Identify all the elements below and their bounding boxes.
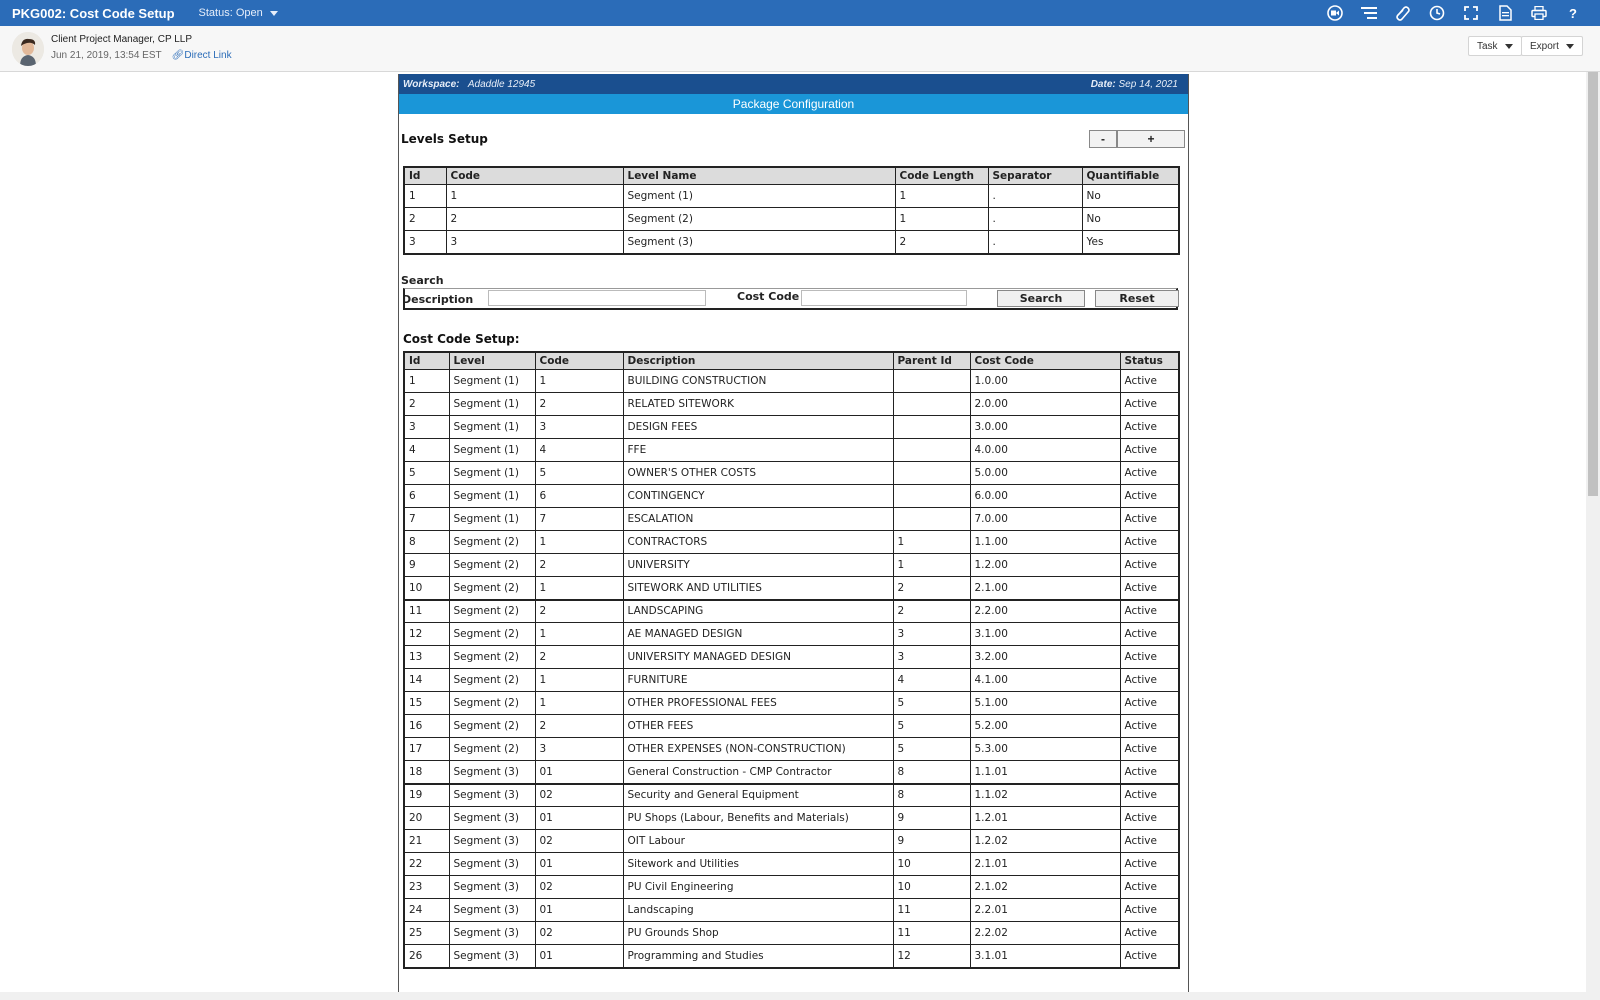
task-button[interactable]	[1468, 36, 1522, 56]
table-cell: 2.2.00	[970, 600, 1120, 623]
table-cell: 02	[535, 922, 623, 945]
table-cell: 17	[404, 738, 449, 761]
table-row[interactable]	[404, 439, 1179, 462]
table-row[interactable]	[404, 853, 1179, 876]
table-cell: 8	[404, 531, 449, 554]
table-cell: 2	[535, 393, 623, 416]
table-cell: 10	[893, 853, 970, 876]
table-cell: Active	[1120, 899, 1179, 922]
table-row[interactable]	[404, 761, 1179, 784]
table-cell: CONTINGENCY	[623, 485, 893, 508]
table-cell: OWNER'S OTHER COSTS	[623, 462, 893, 485]
table-cell: 5	[893, 738, 970, 761]
table-cell: Active	[1120, 669, 1179, 692]
table-cell: 7.0.00	[970, 508, 1120, 531]
table-cell: General Construction - CMP Contractor	[623, 761, 893, 784]
table-cell	[893, 416, 970, 439]
table-cell: Segment (3)	[449, 830, 535, 853]
table-cell: UNIVERSITY	[623, 554, 893, 577]
table-cell: 1	[535, 370, 623, 393]
table-cell: Segment (1)	[449, 370, 535, 393]
table-row[interactable]	[404, 600, 1179, 623]
table-cell: Segment (1)	[449, 393, 535, 416]
table-cell: 4	[404, 439, 449, 462]
table-cell: 01	[535, 853, 623, 876]
table-cell: 3	[893, 646, 970, 669]
table-cell: 1.1.00	[970, 531, 1120, 554]
table-cell: 01	[535, 945, 623, 968]
table-row[interactable]	[404, 577, 1179, 600]
table-cell: BUILDING CONSTRUCTION	[623, 370, 893, 393]
table-cell: 1.2.01	[970, 807, 1120, 830]
table-cell: 14	[404, 669, 449, 692]
table-cell: Active	[1120, 462, 1179, 485]
table-cell: Active	[1120, 439, 1179, 462]
table-cell: Active	[1120, 370, 1179, 393]
table-cell: 3	[446, 231, 623, 254]
table-row[interactable]	[404, 830, 1179, 853]
table-cell: 2	[893, 600, 970, 623]
table-cell: OTHER PROFESSIONAL FEES	[623, 692, 893, 715]
search-button[interactable]: Search	[997, 290, 1085, 307]
table-cell: Active	[1120, 577, 1179, 600]
table-row[interactable]	[404, 692, 1179, 715]
table-row[interactable]	[404, 807, 1179, 830]
add-level-button[interactable]: +	[1117, 130, 1185, 148]
table-cell: Programming and Studies	[623, 945, 893, 968]
table-cell: 23	[404, 876, 449, 899]
record-info-bar	[0, 26, 1600, 72]
table-cell: 8	[893, 761, 970, 784]
table-row[interactable]	[404, 922, 1179, 945]
table-cell: 20	[404, 807, 449, 830]
direct-link-label: Direct Link	[184, 50, 232, 61]
table-cell: .	[988, 185, 1082, 208]
table-cell: 2.0.00	[970, 393, 1120, 416]
table-cell: Active	[1120, 761, 1179, 784]
table-cell: 7	[535, 508, 623, 531]
table-cell: 3	[535, 416, 623, 439]
table-cell: 2	[535, 715, 623, 738]
table-cell: 02	[535, 830, 623, 853]
help-icon[interactable]: ?	[1569, 5, 1577, 21]
export-label: Export	[1530, 40, 1559, 52]
table-cell: 02	[535, 784, 623, 807]
levels-column-header: Separator	[988, 167, 1082, 185]
table-cell: 2	[404, 208, 446, 231]
table-cell: No	[1082, 185, 1179, 208]
toolbar-icons	[1326, 0, 1582, 26]
table-cell: 10	[404, 577, 449, 600]
table-cell: Segment (3)	[449, 876, 535, 899]
table-cell: Security and General Equipment	[623, 784, 893, 807]
description-label: Description	[402, 293, 474, 306]
table-cell: 19	[404, 784, 449, 807]
scrollbar-thumb[interactable]	[1588, 72, 1598, 496]
cost-code-column-header: Cost Code	[970, 352, 1120, 370]
table-cell: 1.1.02	[970, 784, 1120, 807]
table-cell: FFE	[623, 439, 893, 462]
table-cell: 02	[535, 876, 623, 899]
expand-icon[interactable]	[1462, 4, 1480, 22]
status-label: Status: Open	[198, 7, 263, 19]
table-row[interactable]	[404, 646, 1179, 669]
table-cell: Segment (3)	[449, 761, 535, 784]
table-cell: Segment (3)	[449, 807, 535, 830]
table-cell: No	[1082, 208, 1179, 231]
table-row[interactable]	[404, 715, 1179, 738]
table-cell: 3.0.00	[970, 416, 1120, 439]
table-cell: Sitework and Utilities	[623, 853, 893, 876]
document-icon[interactable]	[1496, 4, 1514, 22]
table-cell: Active	[1120, 531, 1179, 554]
table-cell: 2	[404, 393, 449, 416]
levels-row[interactable]	[404, 231, 1179, 254]
table-cell: 2	[535, 554, 623, 577]
levels-column-header: Id	[404, 167, 446, 185]
table-cell: Active	[1120, 922, 1179, 945]
table-cell: PU Grounds Shop	[623, 922, 893, 945]
remove-level-button[interactable]: -	[1089, 130, 1117, 148]
table-cell: 1	[535, 623, 623, 646]
table-cell: 5.1.00	[970, 692, 1120, 715]
table-cell: Active	[1120, 876, 1179, 899]
horizontal-scrollbar[interactable]	[0, 992, 1600, 1000]
table-cell	[893, 485, 970, 508]
description-input[interactable]	[488, 290, 706, 306]
table-cell: 11	[893, 922, 970, 945]
table-cell: DESIGN FEES	[623, 416, 893, 439]
table-cell: 5.2.00	[970, 715, 1120, 738]
table-cell: Active	[1120, 807, 1179, 830]
reset-button[interactable]: Reset	[1095, 290, 1179, 307]
table-cell: 2	[446, 208, 623, 231]
table-cell: 3	[404, 231, 446, 254]
table-row[interactable]	[404, 370, 1179, 393]
table-cell: 2.2.01	[970, 899, 1120, 922]
table-cell: .	[988, 231, 1082, 254]
table-row[interactable]	[404, 393, 1179, 416]
table-cell: 1	[446, 185, 623, 208]
table-cell: 15	[404, 692, 449, 715]
levels-column-header: Code Length	[895, 167, 988, 185]
table-cell: 24	[404, 899, 449, 922]
table-cell: 1.2.00	[970, 554, 1120, 577]
table-cell: 1	[535, 669, 623, 692]
table-cell: OTHER FEES	[623, 715, 893, 738]
table-cell: 5	[893, 692, 970, 715]
table-cell: 6.0.00	[970, 485, 1120, 508]
table-cell: 13	[404, 646, 449, 669]
table-cell: Segment (3)	[449, 784, 535, 807]
link-icon: 🔗︎	[171, 50, 185, 61]
table-cell: 18	[404, 761, 449, 784]
table-cell: Segment (3)	[449, 899, 535, 922]
table-cell: 2.1.01	[970, 853, 1120, 876]
table-cell: 1.1.01	[970, 761, 1120, 784]
table-row[interactable]	[404, 508, 1179, 531]
table-cell: Segment (2)	[449, 577, 535, 600]
table-cell: 21	[404, 830, 449, 853]
table-cell: Segment (2)	[449, 669, 535, 692]
table-cell: 12	[404, 623, 449, 646]
table-cell: Segment (2)	[449, 600, 535, 623]
cost-code-label: Cost Code	[737, 290, 800, 303]
table-cell: 4.1.00	[970, 669, 1120, 692]
attachment-icon[interactable]	[1394, 4, 1412, 22]
status-dropdown[interactable]	[199, 7, 278, 19]
table-cell: 5	[893, 715, 970, 738]
table-cell: Segment (2)	[449, 646, 535, 669]
record-date: Jun 21, 2019, 13:54 EST	[51, 50, 162, 61]
table-row[interactable]	[404, 876, 1179, 899]
table-cell: 8	[893, 784, 970, 807]
table-cell: OTHER EXPENSES (NON-CONSTRUCTION)	[623, 738, 893, 761]
table-cell: Active	[1120, 945, 1179, 968]
table-cell	[893, 462, 970, 485]
avatar	[12, 32, 44, 66]
table-cell: Segment (2)	[449, 715, 535, 738]
table-cell: 5	[535, 462, 623, 485]
table-cell: 6	[535, 485, 623, 508]
table-cell: Segment (1)	[449, 416, 535, 439]
table-cell: 1	[893, 531, 970, 554]
table-cell: ESCALATION	[623, 508, 893, 531]
table-cell: .	[988, 208, 1082, 231]
task-label: Task	[1477, 40, 1498, 52]
table-cell: Segment (3)	[449, 853, 535, 876]
list-icon[interactable]	[1360, 4, 1378, 22]
table-cell: OIT Labour	[623, 830, 893, 853]
table-cell: AE MANAGED DESIGN	[623, 623, 893, 646]
table-cell: 3	[893, 623, 970, 646]
table-row[interactable]	[404, 945, 1179, 968]
levels-row[interactable]	[404, 208, 1179, 231]
table-cell: 2	[895, 231, 988, 254]
table-cell: 3.1.00	[970, 623, 1120, 646]
table-cell: Segment (3)	[449, 922, 535, 945]
cost-code-input[interactable]	[801, 290, 967, 306]
levels-column-header: Code	[446, 167, 623, 185]
clock-icon[interactable]	[1428, 4, 1446, 22]
levels-column-header: Quantifiable	[1082, 167, 1179, 185]
direct-link[interactable]	[172, 50, 232, 61]
table-cell: Active	[1120, 485, 1179, 508]
table-cell: 3	[535, 738, 623, 761]
table-cell: UNIVERSITY MANAGED DESIGN	[623, 646, 893, 669]
report-header	[399, 74, 1188, 94]
date-value: Sep 14, 2021	[1118, 78, 1178, 90]
table-cell: 2	[535, 600, 623, 623]
table-cell: Segment (2)	[449, 738, 535, 761]
print-icon[interactable]	[1530, 4, 1548, 22]
table-cell: 1	[535, 531, 623, 554]
video-icon[interactable]	[1326, 4, 1344, 22]
table-cell: 1.2.02	[970, 830, 1120, 853]
table-cell: 2.1.02	[970, 876, 1120, 899]
table-cell: 01	[535, 899, 623, 922]
cost-code-table	[403, 351, 1180, 969]
table-cell: PU Shops (Labour, Benefits and Materials)	[623, 807, 893, 830]
cost-code-setup-title: Cost Code Setup:	[403, 332, 520, 346]
table-cell: RELATED SITEWORK	[623, 393, 893, 416]
table-cell: 2.1.00	[970, 577, 1120, 600]
table-cell: 11	[404, 600, 449, 623]
table-cell: Active	[1120, 784, 1179, 807]
table-cell: 9	[893, 830, 970, 853]
chevron-down-icon	[270, 11, 278, 16]
table-cell: 6	[404, 485, 449, 508]
table-row[interactable]	[404, 623, 1179, 646]
user-name: Client Project Manager, CP LLP	[51, 34, 193, 45]
table-cell: Segment (3)	[623, 231, 895, 254]
report-document	[398, 74, 1189, 992]
search-title: Search	[401, 274, 444, 287]
table-cell: Active	[1120, 853, 1179, 876]
table-row[interactable]	[404, 462, 1179, 485]
table-cell: 4	[893, 669, 970, 692]
levels-table	[403, 166, 1180, 255]
page-title: PKG002: Cost Code Setup	[12, 5, 175, 21]
cost-code-column-header: Parent Id	[893, 352, 970, 370]
table-cell: 4	[535, 439, 623, 462]
table-cell: Landscaping	[623, 899, 893, 922]
table-cell	[893, 439, 970, 462]
table-cell: Active	[1120, 508, 1179, 531]
table-cell: 3	[404, 416, 449, 439]
table-cell: 01	[535, 807, 623, 830]
cost-code-column-header: Level	[449, 352, 535, 370]
table-cell: Active	[1120, 623, 1179, 646]
table-cell: 7	[404, 508, 449, 531]
table-cell: Active	[1120, 554, 1179, 577]
table-cell	[893, 370, 970, 393]
table-cell: SITEWORK AND UTILITIES	[623, 577, 893, 600]
table-cell: Segment (1)	[449, 462, 535, 485]
table-cell: 11	[893, 899, 970, 922]
table-cell: 01	[535, 761, 623, 784]
table-cell: FURNITURE	[623, 669, 893, 692]
table-cell: 2	[893, 577, 970, 600]
table-cell: 1	[895, 185, 988, 208]
table-cell: 1.0.00	[970, 370, 1120, 393]
table-cell: Active	[1120, 715, 1179, 738]
table-cell: 3.1.01	[970, 945, 1120, 968]
cost-code-column-header: Id	[404, 352, 449, 370]
table-cell: 3.2.00	[970, 646, 1120, 669]
table-cell: 1	[404, 185, 446, 208]
cost-code-column-header: Status	[1120, 352, 1179, 370]
table-cell: 1	[895, 208, 988, 231]
table-cell: Yes	[1082, 231, 1179, 254]
table-cell: Segment (3)	[449, 945, 535, 968]
table-cell: Segment (2)	[623, 208, 895, 231]
table-cell: 26	[404, 945, 449, 968]
table-cell: 9	[893, 807, 970, 830]
table-row[interactable]	[404, 531, 1179, 554]
table-cell: 10	[893, 876, 970, 899]
table-cell	[893, 393, 970, 416]
table-cell: 4.0.00	[970, 439, 1120, 462]
table-cell: 16	[404, 715, 449, 738]
levels-column-header: Level Name	[623, 167, 895, 185]
table-cell: 2.2.02	[970, 922, 1120, 945]
report-subtitle: Package Configuration	[399, 94, 1188, 114]
table-row[interactable]	[404, 416, 1179, 439]
table-cell: 9	[404, 554, 449, 577]
table-cell: Active	[1120, 416, 1179, 439]
table-cell: 5	[404, 462, 449, 485]
table-row[interactable]	[404, 738, 1179, 761]
table-cell: 5.0.00	[970, 462, 1120, 485]
table-cell: 1	[535, 692, 623, 715]
table-cell: 1	[535, 577, 623, 600]
table-cell: Segment (2)	[449, 554, 535, 577]
table-cell: PU Civil Engineering	[623, 876, 893, 899]
export-button[interactable]	[1521, 36, 1583, 56]
table-cell: Segment (2)	[449, 531, 535, 554]
table-cell: Active	[1120, 692, 1179, 715]
levels-setup-title: Levels Setup	[401, 132, 488, 146]
title-bar	[0, 0, 1600, 26]
table-cell: 5.3.00	[970, 738, 1120, 761]
table-row[interactable]	[404, 485, 1179, 508]
table-cell: 1	[404, 370, 449, 393]
table-cell: Active	[1120, 830, 1179, 853]
workspace-value: Adaddle 12945	[467, 78, 536, 90]
table-cell: Segment (1)	[449, 485, 535, 508]
table-cell: Segment (2)	[449, 692, 535, 715]
table-cell: 12	[893, 945, 970, 968]
chevron-down-icon	[1566, 44, 1574, 49]
table-cell: Segment (2)	[449, 623, 535, 646]
table-cell: 22	[404, 853, 449, 876]
table-row[interactable]	[404, 554, 1179, 577]
table-cell: Active	[1120, 393, 1179, 416]
table-cell: LANDSCAPING	[623, 600, 893, 623]
table-cell: Active	[1120, 600, 1179, 623]
date-label: Date:	[1090, 78, 1116, 90]
table-cell: Segment (1)	[623, 185, 895, 208]
levels-row[interactable]	[404, 185, 1179, 208]
table-row[interactable]	[404, 669, 1179, 692]
table-cell: Segment (1)	[449, 508, 535, 531]
table-cell: 25	[404, 922, 449, 945]
cost-code-column-header: Description	[623, 352, 893, 370]
table-cell: Active	[1120, 738, 1179, 761]
table-cell: 1	[893, 554, 970, 577]
table-cell: 2	[535, 646, 623, 669]
table-cell: CONTRACTORS	[623, 531, 893, 554]
workspace-label: Workspace:	[403, 78, 460, 90]
table-row[interactable]	[404, 784, 1179, 807]
chevron-down-icon	[1505, 44, 1513, 49]
vertical-scrollbar[interactable]	[1586, 72, 1600, 992]
table-cell: Segment (1)	[449, 439, 535, 462]
table-cell: Active	[1120, 646, 1179, 669]
table-cell	[893, 508, 970, 531]
cost-code-column-header: Code	[535, 352, 623, 370]
table-row[interactable]	[404, 899, 1179, 922]
